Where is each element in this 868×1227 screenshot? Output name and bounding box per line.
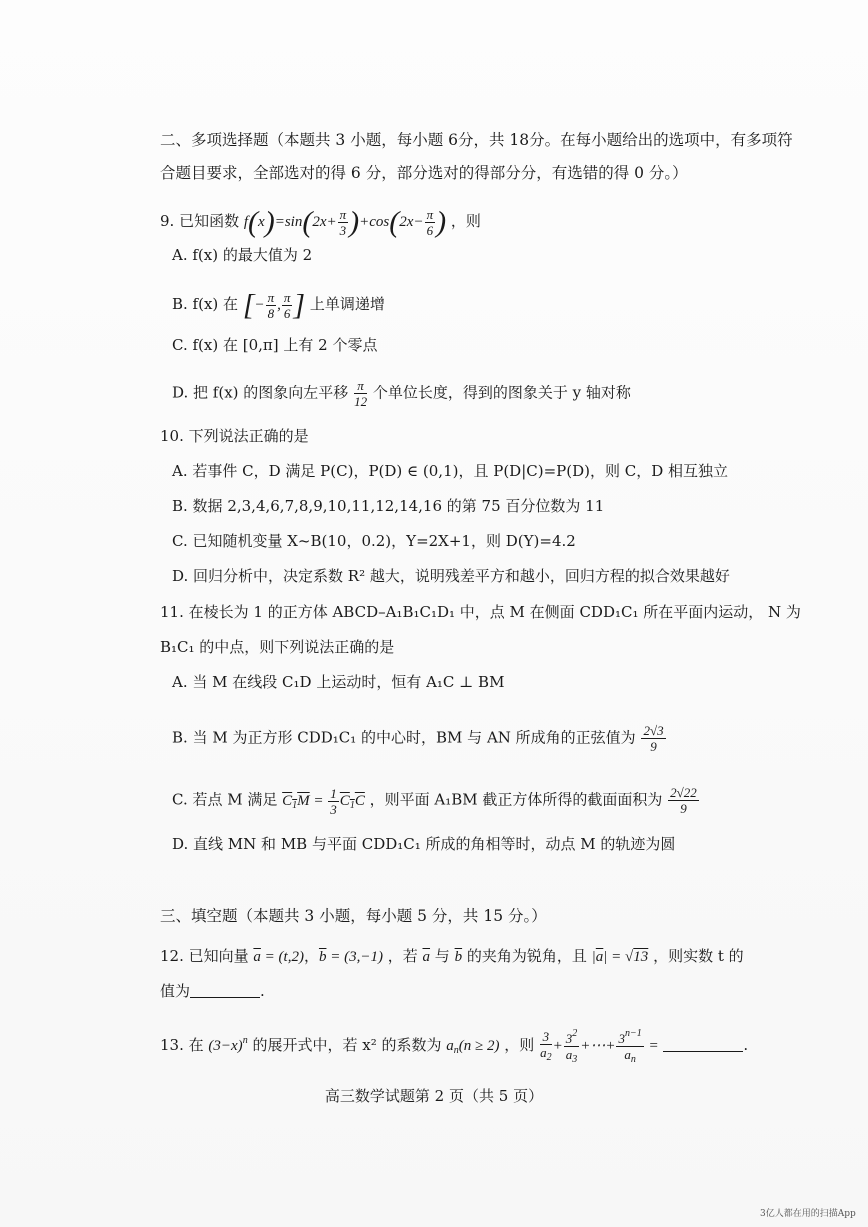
q12-mid: ，若 [387,947,418,965]
q10-option-a: A. 若事件 C，D 满足 P(C)，P(D) ∈ (0,1)，且 P(D|C)=P(D)，则 C，D 相互独立 [172,462,729,480]
q10-stem: 10. 下列说法正确的是 [160,427,309,445]
q9-stem-prefix: 9. 已知函数 [160,211,240,230]
q12-line2 [160,981,265,1001]
q10-option-c: C. 已知随机变量 X~B(10，0.2)，Y=2X+1，则 D(Y)=4.2 [172,532,576,550]
section2-heading-line2: 合题目要求，全部选对的得 6 分，部分选对的得部分分，有选错的得 0 分。） [160,164,688,182]
q9-option-d-prefix: D. 把 f(x) 的图象向左平移 [172,383,349,402]
q9-option-c: C. f(x) 在 [0,π] 上有 2 个零点 [172,336,378,354]
q11-stem-line2: B₁C₁ 的中点，则下列说法正确的是 [160,638,395,656]
q9-option-d-fraction: $\frac{\pi}{12}$ [354,378,368,409]
q12-answer-blank[interactable] [190,983,260,998]
q11-option-c-vector-eq: $C_1M$ = $\frac{1}{3}$ $C_1C$ [282,785,365,817]
q13-coef-symbol: $a_n(n \ge 2)$ [446,1037,500,1056]
section3-heading: 三、填空题（本题共 3 小题，每小题 5 分，共 15 分。） [160,907,547,925]
scanner-watermark: 3亿人都在用的扫描App [760,1209,856,1219]
q10-option-b: B. 数据 2,3,4,6,7,8,9,10,11,12,14,16 的第 75 百分位数为 11 [172,497,605,515]
q12-vector-a: $\overline{a} = (t,2)$ [253,949,304,965]
q13-binomial: $(3-x)^n$ [208,1034,248,1054]
q9-option-b-interval: [− $\frac{\pi}{8}$ , $\frac{\pi}{6}$ ] [242,288,306,322]
q9-option-b [172,290,385,321]
q9-option-b-prefix: B. f(x) 在 [172,294,239,313]
q12-prefix: 12. 已知向量 [160,947,249,965]
q11-stem-line1: 11. 在棱长为 1 的正方体 ABCD–A₁B₁C₁D₁ 中，点 M 在侧面 CDD₁C₁ 所在平面内运动， N 为 [160,603,801,621]
q9-stem-suffix: ，则 [450,211,481,230]
q12-magnitude: $|\overline{a}| = √13$ [591,949,649,965]
q13-prefix: 13. 在 [160,1035,204,1054]
q12-b-symbol: $\overline{b}$ [454,949,463,965]
q10-option-d: D. 回归分析中，决定系数 R² 越大，说明残差平方和越小，回归方程的拟合效果越好 [172,567,730,585]
q11-option-a: A. 当 M 在线段 C₁D 上运动时，恒有 A₁C ⊥ BM [172,673,505,691]
q9-option-d [172,378,631,409]
page-footer: 高三数学试题第 2 页（共 5 页） [324,1087,544,1105]
q13-answer-blank[interactable] [663,1037,743,1052]
q13-mid2: ，则 [504,1035,535,1054]
q13-mid: 的展开式中，若 x² 的系数为 [252,1035,442,1054]
q12-mid3: 的夹角为锐角，且 [466,947,587,965]
q11-option-c-prefix: C. 若点 M 满足 [172,790,278,809]
q11-option-b-text: B. 当 M 为正方形 CDD₁C₁ 的中心时，BM 与 AN 所成角的正弦值为 [172,728,636,747]
q12-mid2: 与 [434,947,450,965]
q12-vector-b: $\overline{b} = (3,-1)$ [318,949,383,965]
q12-period: . [260,982,265,1000]
q9-formula: f(x)=sin(2x+ $\frac{\pi}{3}$ )+cos(2x− $\frac{\pi}{6}$ ) [243,205,447,239]
q12-line2-text: 值为 [160,982,191,1000]
q12-line1: 12. 已知向量 $\overline{a} = (t,2)$，$\overline{b} = (3,-1)$ ，若 $\overline{a}$ 与 $\overline{b}$ 的夹角为锐角，且 $|\overline{a}| = √13$ ，则实数 t 的 [160,947,744,965]
q9-option-a: A. f(x) 的最大值为 2 [172,246,313,264]
q11-option-b [172,723,667,754]
q13-line [160,1026,748,1067]
q13-sum: $\frac{3}{a_2}$ + $\frac{3^2}{a_3}$ +⋯+ $\frac{3^{n-1}}{a_n}$ = [540,1028,659,1065]
q11-option-c-suffix: ，则平面 A₁BM 截正方体所得的截面面积为 [369,790,663,809]
q11-option-b-fraction: $\frac{2√3}{9}$ [643,723,664,754]
q12-suffix: ，则实数 t 的 [653,947,744,965]
section2-heading-line1: 二、多项选择题（本题共 3 小题，每小题 6分，共 18分。在每小题给出的选项中，有多项符 [160,131,793,149]
q11-option-d: D. 直线 MN 和 MB 与平面 CDD₁C₁ 所成的角相等时，动点 M 的轨迹为圆 [172,835,676,853]
q9-stem [160,207,481,238]
q9-option-d-suffix: 个单位长度，得到的图象关于 y 轴对称 [372,383,631,402]
q13-period: . [743,1035,749,1054]
q9-option-b-suffix: 上单调递增 [309,294,385,313]
q11-option-c [172,785,700,817]
q12-a-symbol: $\overline{a}$ [422,949,431,965]
q11-option-c-fraction: $\frac{2√22}{9}$ [670,785,697,816]
